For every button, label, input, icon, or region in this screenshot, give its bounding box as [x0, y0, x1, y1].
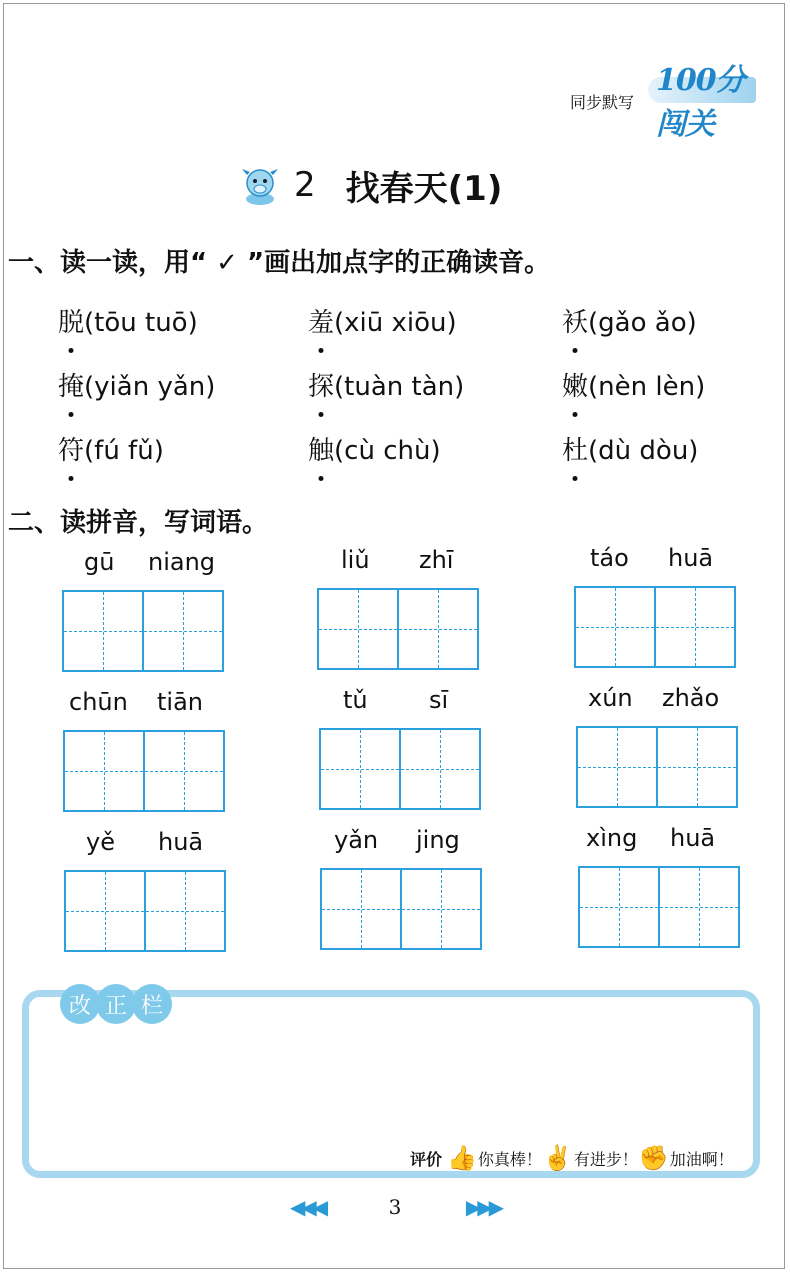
badge-text: 100分闯关: [656, 63, 745, 142]
writing-grid[interactable]: [62, 590, 224, 672]
writing-grid[interactable]: [576, 726, 738, 808]
pinyin-row: [0, 302, 790, 352]
writing-grid[interactable]: [63, 730, 225, 812]
pinyin-syllable: xìng: [586, 824, 638, 852]
writing-grid[interactable]: [317, 588, 479, 670]
pinyin-row: [0, 366, 790, 416]
series-badge: [648, 55, 758, 142]
right-arrows-icon: ▶▶▶: [465, 1195, 500, 1219]
correction-tab-char: 栏: [132, 984, 172, 1024]
pinyin-choice-item[interactable]: 掩(yiǎn yǎn): [58, 366, 215, 403]
pinyin-syllable: huā: [670, 824, 716, 852]
pinyin-syllable: yǎn: [334, 826, 379, 854]
question-2-heading: 二、读拼音，写词语。: [8, 508, 269, 538]
evaluation-option: 加油啊！: [669, 1149, 734, 1169]
pinyin-syllable: táo: [590, 544, 629, 572]
pinyin-syllable: jing: [416, 826, 460, 854]
page-footer: [290, 1194, 500, 1220]
lesson-title: [238, 160, 502, 210]
fist-icon[interactable]: ✊: [638, 1144, 669, 1172]
pinyin-syllable: tiān: [157, 688, 203, 716]
question-1-heading: 一、读一读，用“ ✓ ”画出加点字的正确读音。: [8, 248, 551, 278]
pinyin-syllable: yě: [86, 828, 115, 856]
pinyin-syllable: huā: [158, 828, 204, 856]
writing-grid[interactable]: [64, 870, 226, 952]
writing-grid[interactable]: [320, 868, 482, 950]
pinyin-choice-item[interactable]: 脱(tōu tuō): [58, 302, 198, 339]
series-label: 同步默写: [570, 93, 635, 112]
pinyin-choice-item[interactable]: 羞(xiū xiōu): [308, 302, 457, 339]
pinyin-syllable: xún: [588, 684, 633, 712]
pinyin-syllable: tǔ: [343, 686, 368, 714]
page-number: 3: [388, 1195, 402, 1219]
thumbs-up-icon[interactable]: 👍: [447, 1144, 477, 1172]
writing-grid[interactable]: [578, 866, 740, 948]
pinyin-syllable: liǔ: [341, 546, 370, 574]
pinyin-syllable: sī: [429, 686, 449, 714]
victory-hand-icon[interactable]: ✌: [542, 1144, 573, 1172]
evaluation-label: 评价: [410, 1149, 443, 1169]
pinyin-choice-item[interactable]: 杜(dù dòu): [562, 430, 698, 467]
pinyin-row: [0, 430, 790, 480]
pinyin-choice-item[interactable]: 探(tuàn tàn): [308, 366, 464, 403]
pinyin-syllable: huā: [668, 544, 714, 572]
pinyin-choice-item[interactable]: 触(cù chù): [308, 430, 441, 467]
pinyin-choice-item[interactable]: 符(fú fǔ): [58, 430, 164, 467]
correction-tab-char: 改: [60, 984, 100, 1024]
evaluation-row: [410, 1144, 734, 1172]
pinyin-choice-item[interactable]: 嫩(nèn lèn): [562, 366, 705, 403]
pinyin-syllable: zhǎo: [662, 684, 720, 712]
correction-tab-char: 正: [96, 984, 136, 1024]
pinyin-choice-item[interactable]: 袄(gǎo ǎo): [562, 302, 697, 339]
correction-tab: [60, 984, 168, 1024]
pinyin-syllable: gū: [84, 548, 115, 576]
evaluation-option: 有进步！: [573, 1149, 638, 1169]
lesson-name: 找春天(1): [345, 168, 503, 209]
lesson-number: 2: [294, 165, 316, 205]
pinyin-syllable: zhī: [419, 546, 454, 574]
evaluation-option: 你真棒！: [477, 1149, 542, 1169]
writing-grid[interactable]: [319, 728, 481, 810]
pinyin-syllable: niang: [148, 548, 216, 576]
cow-mascot-icon: [238, 163, 282, 207]
writing-grid[interactable]: [574, 586, 736, 668]
left-arrows-icon: ◀◀◀: [290, 1195, 325, 1219]
pinyin-syllable: chūn: [69, 688, 128, 716]
